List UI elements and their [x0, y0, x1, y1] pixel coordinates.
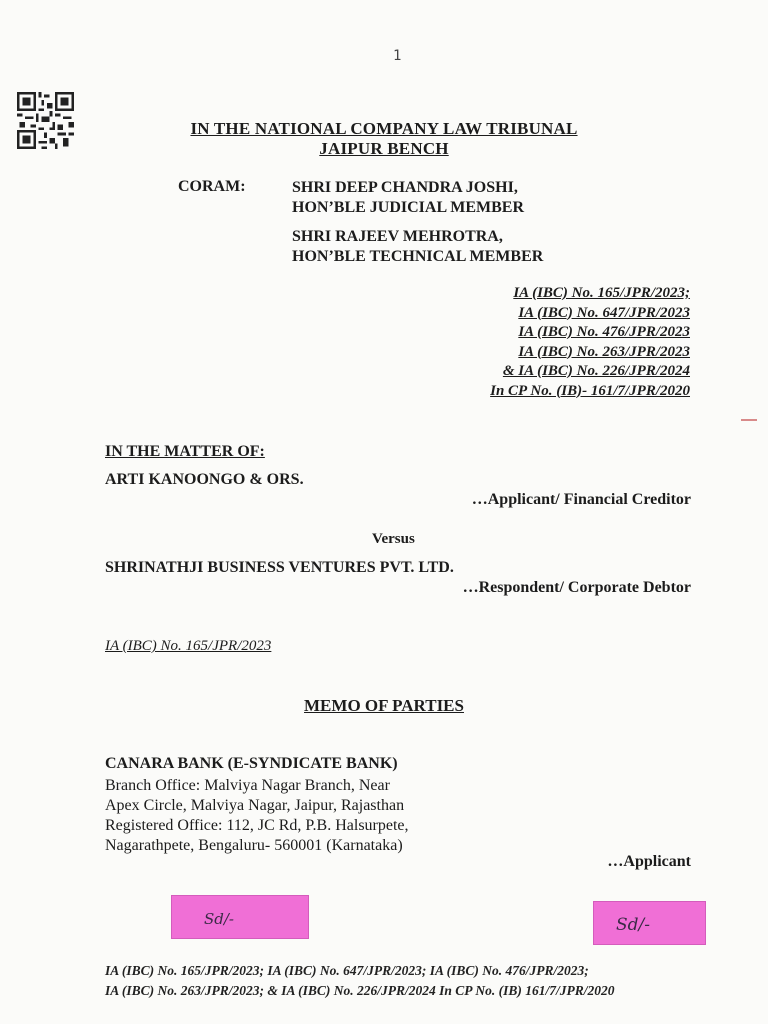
member-name: SHRI DEEP CHANDRA JOSHI,: [292, 179, 518, 196]
party-name: CANARA BANK (E-SYNDICATE BANK): [105, 755, 398, 772]
party-address: [105, 776, 409, 856]
tribunal-heading: IN THE NATIONAL COMPANY LAW TRIBUNAL: [190, 119, 578, 138]
case-number: IA (IBC) No. 647/JPR/2023: [518, 304, 690, 321]
margin-mark: [741, 419, 757, 421]
signature-right: Sd/-: [616, 915, 650, 935]
page-footer: [105, 961, 615, 1001]
case-number-list: [490, 284, 690, 401]
case-number: IA (IBC) No. 476/JPR/2023: [518, 324, 690, 340]
coram-member-2: [292, 227, 543, 267]
applicant-name: ARTI KANOONGO & ORS.: [105, 471, 304, 488]
address-line: Apex Circle, Malviya Nagar, Jaipur, Rajasthan: [105, 797, 405, 814]
address-line: Registered Office: 112, JC Rd, P.B. Halsurpete,: [105, 817, 409, 834]
signature-stamp-right: [593, 901, 706, 945]
page-number: 1: [393, 48, 402, 64]
signature-stamp-left: [171, 895, 309, 939]
bench-heading: JAIPUR BENCH: [319, 139, 449, 158]
footer-line: IA (IBC) No. 263/JPR/2023; & IA (IBC) No. 226/JPR/2024 In CP No. (IB) 161/7/JPR/2020: [105, 983, 615, 998]
address-line: Branch Office: Malviya Nagar Branch, Near: [105, 777, 390, 794]
versus-label: Versus: [372, 531, 415, 547]
footer-line: IA (IBC) No. 165/JPR/2023; IA (IBC) No. 647/JPR/2023; IA (IBC) No. 476/JPR/2023;: [105, 963, 589, 978]
member-name: SHRI RAJEEV MEHROTRA,: [292, 228, 503, 245]
party-role: …Applicant: [607, 853, 691, 870]
respondent-name: SHRINATHJI BUSINESS VENTURES PVT. LTD.: [105, 559, 454, 576]
signature-left: Sd/-: [204, 910, 234, 928]
coram-label: CORAM:: [178, 178, 246, 195]
address-line: Nagarathpete, Bengaluru- 560001 (Karnataka): [105, 837, 403, 854]
coram-member-1: [292, 178, 524, 218]
case-number: & IA (IBC) No. 226/JPR/2024: [502, 363, 690, 379]
case-number: IA (IBC) No. 263/JPR/2023: [518, 343, 690, 360]
applicant-role: …Applicant/ Financial Creditor: [471, 491, 691, 508]
member-title: HON’BLE JUDICIAL MEMBER: [292, 199, 525, 216]
ia-reference: IA (IBC) No. 165/JPR/2023: [105, 638, 272, 654]
memo-heading: MEMO OF PARTIES: [304, 696, 464, 715]
member-title: HON’BLE TECHNICAL MEMBER: [292, 248, 544, 265]
respondent-role: …Respondent/ Corporate Debtor: [462, 579, 691, 596]
matter-heading: IN THE MATTER OF:: [105, 443, 265, 460]
case-number: In CP No. (IB)- 161/7/JPR/2020: [490, 382, 690, 399]
case-number: IA (IBC) No. 165/JPR/2023;: [513, 285, 690, 301]
